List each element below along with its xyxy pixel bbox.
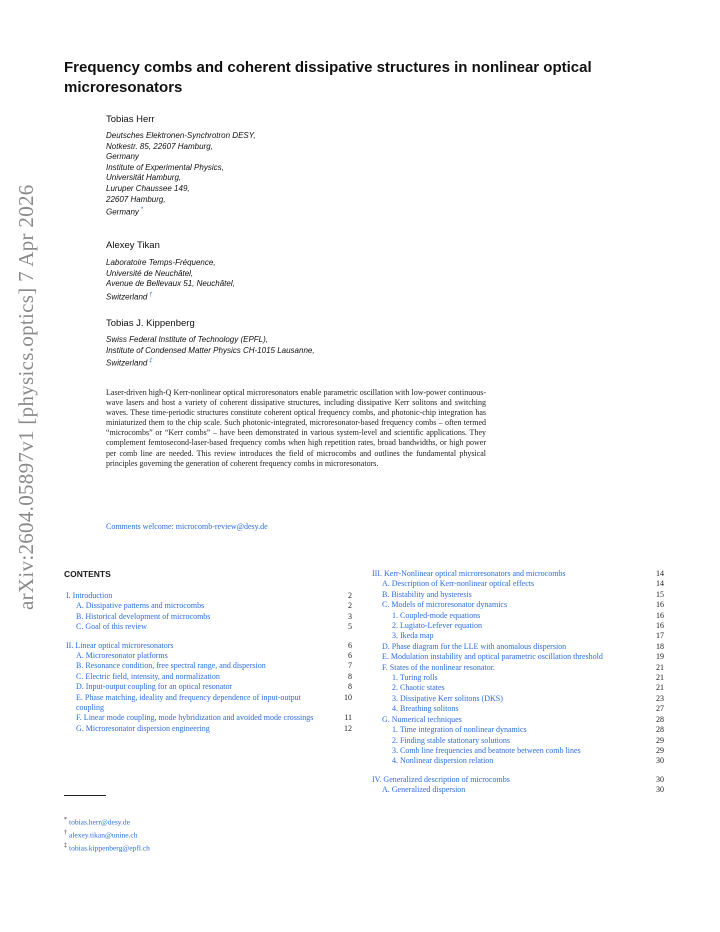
author-name: Tobias Herr bbox=[106, 114, 155, 125]
toc-entry-title[interactable]: 4. Nonlinear dispersion relation bbox=[392, 756, 494, 766]
toc-entry-page: 7 bbox=[348, 661, 352, 671]
affiliation-line: Institute of Experimental Physics, bbox=[106, 162, 224, 172]
toc-entry-title[interactable]: I. Introduction bbox=[66, 591, 113, 600]
footnote-entry bbox=[64, 815, 150, 828]
toc-entry-page: 28 bbox=[656, 714, 664, 724]
toc-entry-title[interactable]: 2. Lugiato-Lefever equation bbox=[392, 621, 482, 631]
toc-entry-title[interactable]: A. Microresonator platforms bbox=[76, 651, 168, 661]
toc-entry[interactable] bbox=[372, 663, 664, 673]
toc-entry[interactable] bbox=[372, 569, 664, 579]
toc-entry-title[interactable]: G. Microresonator dispersion engineering bbox=[76, 723, 210, 733]
toc-entry-title[interactable]: C. Models of microresonator dynamics bbox=[382, 600, 508, 610]
toc-entry[interactable] bbox=[372, 611, 664, 621]
toc-entry-title[interactable]: 1. Coupled-mode equations bbox=[392, 610, 481, 620]
toc-entry[interactable] bbox=[372, 775, 664, 785]
affiliation-line: Switzerland ‡ bbox=[106, 358, 153, 368]
toc-entry[interactable] bbox=[66, 713, 352, 723]
toc-entry-page: 30 bbox=[656, 774, 664, 784]
footnote-entry bbox=[64, 841, 150, 854]
toc-entry-page: 23 bbox=[656, 693, 664, 703]
toc-entry-page: 28 bbox=[656, 725, 664, 735]
toc-entry-page: 3 bbox=[348, 611, 352, 621]
toc-entry-title[interactable]: D. Phase diagram for the LLE with anomalous dispersion bbox=[382, 641, 567, 651]
paper-title: Frequency combs and coherent dissipative structures in nonlinear optical microresonators bbox=[64, 59, 592, 96]
toc-entry[interactable] bbox=[66, 693, 352, 714]
toc-entry-page: 29 bbox=[656, 735, 664, 745]
toc-entry-title[interactable]: 1. Time integration of nonlinear dynamics bbox=[392, 725, 527, 735]
toc-entry-page: 2 bbox=[348, 601, 352, 611]
affiliation-line: Luruper Chaussee 149, bbox=[106, 183, 190, 193]
toc-entry-title[interactable]: D. Input-output coupling for an optical resonator bbox=[76, 682, 233, 692]
affiliation-line: Université de Neuchâtel, bbox=[106, 268, 194, 278]
toc-entry-title[interactable]: F. States of the nonlinear resonator. bbox=[382, 662, 495, 672]
affiliation-line: Swiss Federal Institute of Technology (EPFL), bbox=[106, 335, 268, 344]
toc-entry-page: 6 bbox=[348, 651, 352, 661]
author-affiliation bbox=[106, 335, 315, 369]
footnotes bbox=[64, 815, 150, 854]
toc-entry-page: 27 bbox=[656, 704, 664, 714]
toc-entry-title[interactable]: F. Linear mode coupling, mode hybridization and avoided mode crossings bbox=[76, 713, 314, 723]
toc-entry[interactable] bbox=[372, 785, 664, 795]
toc-entry-page: 16 bbox=[656, 621, 664, 631]
affiliation-line: Universität Hamburg, bbox=[106, 173, 182, 183]
footnote-rule bbox=[64, 795, 106, 796]
footnote-mark: * bbox=[64, 817, 67, 823]
email-link[interactable]: alexey.tikan@unine.ch bbox=[69, 830, 138, 840]
footnote-mark: ‡ bbox=[64, 843, 67, 850]
footnote-mark: † bbox=[64, 830, 67, 837]
affiliation-line: Switzerland † bbox=[106, 291, 153, 302]
toc-entry[interactable] bbox=[66, 601, 352, 611]
toc-entry[interactable] bbox=[372, 704, 664, 714]
abstract: Laser-driven high-Q Kerr-nonlinear optical microresonators enable parametric oscillation with low-power continuous-wave lasers and host a variety of coherent dissipative structures, including dissipative Kerr solitons and switching waves. These time-periodic structures constitute coherent optical frequency combs, and photonic-chip integration has miniaturized them to the chip scale. Such photonic-integrated, microresonator-based frequency combs – often termed “microcombs” or “Kerr combs” – have been demonstrated in various system-level and scientific applications. They complement femtosecond-laser-based frequency combs when high repetition rates, broad bandwidths, or high power per comb line are needed. This review introduces the field of microcombs and outlines the fundamental physical principles governing the generation of coherent frequency combs in microresonators. bbox=[106, 388, 486, 468]
toc-entry-title[interactable]: A. Description of Kerr-nonlinear optical effects bbox=[382, 579, 535, 589]
author-name: Alexey Tikan bbox=[106, 240, 160, 251]
toc-entry[interactable] bbox=[372, 621, 664, 631]
affiliation-line: Deutsches Elektronen-Synchrotron DESY, bbox=[106, 131, 256, 140]
toc-entry[interactable] bbox=[66, 622, 352, 632]
toc-entry-title[interactable]: C. Goal of this review bbox=[76, 622, 147, 632]
toc-entry-title[interactable]: B. Resonance condition, free spectral range, and dispersion bbox=[76, 661, 266, 671]
affiliation-line: Laboratoire Temps-Fréquence, bbox=[106, 258, 216, 267]
toc-entry-page: 21 bbox=[656, 683, 664, 693]
toc-entry-title[interactable]: C. Electric field, intensity, and normalization bbox=[76, 671, 220, 681]
toc-entry[interactable] bbox=[372, 673, 664, 683]
toc-entry-page: 16 bbox=[656, 600, 664, 610]
toc-entry-page: 30 bbox=[656, 756, 664, 766]
toc-entry[interactable] bbox=[66, 682, 352, 692]
affiliation-line: Germany * bbox=[106, 207, 143, 217]
toc-entry-page: 14 bbox=[656, 569, 664, 578]
toc-entry-page: 8 bbox=[348, 671, 352, 681]
toc-entry-page: 21 bbox=[656, 662, 664, 672]
author-affiliation bbox=[106, 131, 256, 218]
toc-entry-page: 17 bbox=[656, 631, 664, 641]
toc-entry[interactable] bbox=[372, 631, 664, 641]
footnote-mark[interactable]: * bbox=[138, 207, 143, 214]
toc-entry-title[interactable]: A. Dissipative patterns and microcombs bbox=[76, 601, 205, 611]
toc-entry[interactable] bbox=[372, 652, 664, 662]
toc-entry-title[interactable]: B. Historical development of microcombs bbox=[76, 611, 211, 621]
toc-entry[interactable] bbox=[66, 651, 352, 661]
affiliation-line: Germany bbox=[106, 152, 139, 162]
toc-entry[interactable] bbox=[372, 642, 664, 652]
toc-entry[interactable] bbox=[66, 672, 352, 682]
toc-entry-title[interactable]: II. Linear optical microresonators bbox=[66, 640, 174, 650]
footnote-entry bbox=[64, 828, 150, 841]
email-link[interactable]: tobias.herr@desy.de bbox=[69, 817, 130, 827]
toc-entry-page: 2 bbox=[348, 591, 352, 600]
toc-entry-title[interactable]: 2. Chaotic states bbox=[392, 683, 445, 693]
affiliation-line: Institute of Condensed Matter Physics CH-1015 Lausanne, bbox=[106, 345, 315, 355]
toc-entry[interactable] bbox=[372, 590, 664, 600]
contents-heading: CONTENTS bbox=[64, 569, 111, 579]
toc-entry[interactable] bbox=[372, 683, 664, 693]
toc-entry-page: 11 bbox=[344, 713, 352, 723]
toc-entry-title[interactable]: 2. Finding stable stationary solutions bbox=[392, 735, 510, 745]
toc-entry[interactable] bbox=[66, 612, 352, 622]
toc-entry[interactable] bbox=[372, 736, 664, 746]
toc-gap bbox=[372, 767, 664, 775]
toc-entry[interactable] bbox=[372, 600, 664, 610]
toc-entry-title[interactable]: III. Kerr-Nonlinear optical microresonators and microcombs bbox=[372, 569, 566, 578]
toc-entry-page: 5 bbox=[348, 622, 352, 632]
toc-entry-page: 21 bbox=[656, 673, 664, 683]
toc-entry-title[interactable]: 4. Breathing solitons bbox=[392, 704, 459, 714]
toc-entry-title[interactable]: IV. Generalized description of microcombs bbox=[372, 774, 510, 784]
toc-entry-page: 14 bbox=[656, 579, 664, 589]
footnote-mark[interactable]: ‡ bbox=[147, 358, 153, 365]
toc-entry-title[interactable]: 3. Dissipative Kerr solitons (DKS) bbox=[392, 693, 503, 703]
toc-entry-page: 8 bbox=[348, 682, 352, 692]
toc-entry-page: 12 bbox=[344, 723, 352, 733]
toc-entry-page: 18 bbox=[656, 641, 664, 651]
email-link[interactable]: tobias.kippenberg@epfl.ch bbox=[69, 843, 150, 853]
toc-entry[interactable] bbox=[66, 591, 352, 601]
toc-entry-page: 19 bbox=[656, 652, 664, 662]
table-of-contents-right bbox=[372, 569, 664, 796]
toc-entry[interactable] bbox=[372, 579, 664, 589]
toc-entry-title[interactable]: G. Numerical techniques bbox=[382, 714, 462, 724]
toc-entry[interactable] bbox=[372, 756, 664, 766]
toc-entry[interactable] bbox=[372, 746, 664, 756]
toc-entry-page: 15 bbox=[656, 589, 664, 599]
toc-entry[interactable] bbox=[372, 694, 664, 704]
comments-link[interactable]: Comments welcome: microcomb-review@desy.de bbox=[106, 522, 268, 531]
toc-entry[interactable] bbox=[66, 724, 352, 734]
affiliation-line: Notkestr. 85, 22607 Hamburg, bbox=[106, 141, 213, 151]
toc-entry-title[interactable]: 3. Comb line frequencies and beatnote between comb lines bbox=[392, 745, 581, 755]
toc-entry[interactable] bbox=[372, 725, 664, 735]
toc-entry-title[interactable]: E. Phase matching, ideality and frequency dependence of input-output coupling bbox=[76, 692, 301, 713]
affiliation-line: Avenue de Bellevaux 51, Neuchâtel, bbox=[106, 279, 235, 289]
toc-entry-title[interactable]: 1. Turing rolls bbox=[392, 673, 438, 683]
footnote-mark[interactable]: † bbox=[147, 291, 153, 298]
toc-entry-title[interactable]: B. Bistability and hysteresis bbox=[382, 589, 472, 599]
table-of-contents-left bbox=[66, 591, 352, 734]
toc-entry-page: 16 bbox=[656, 610, 664, 620]
author-affiliation bbox=[106, 258, 235, 303]
toc-entry-page: 6 bbox=[348, 640, 352, 650]
toc-entry-title[interactable]: E. Modulation instability and optical parametric oscillation threshold bbox=[382, 652, 603, 662]
author-name: Tobias J. Kippenberg bbox=[106, 318, 195, 329]
toc-entry[interactable] bbox=[66, 641, 352, 651]
affiliation-line: 22607 Hamburg, bbox=[106, 194, 166, 204]
toc-entry[interactable] bbox=[66, 661, 352, 671]
toc-entry-page: 29 bbox=[656, 745, 664, 755]
toc-entry-title[interactable]: A. Generalized dispersion bbox=[382, 785, 466, 795]
toc-entry-page: 30 bbox=[656, 785, 664, 795]
toc-entry-page: 10 bbox=[344, 692, 352, 702]
toc-gap bbox=[66, 633, 352, 641]
toc-entry-title[interactable]: 3. Ikeda map bbox=[392, 631, 434, 641]
arxiv-identifier-stamp: arXiv:2604.05897v1 [physics.optics] 7 Apr 2026 bbox=[14, 184, 38, 610]
toc-entry[interactable] bbox=[372, 715, 664, 725]
